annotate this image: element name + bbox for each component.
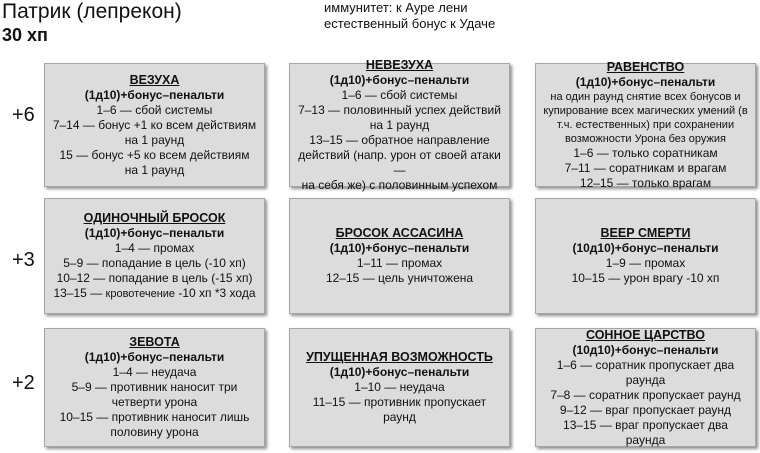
card-title: ВЕЕР СМЕРТИ — [600, 226, 691, 240]
card-line: 5–9 — противник наносит три четверти урона — [71, 380, 238, 409]
card-line: 12–15 — цель уничтожена — [325, 271, 474, 285]
card-line: 1–9 — промах — [605, 256, 686, 270]
bleeding-text: кровотечение — [105, 288, 176, 300]
card-yawn[interactable] — [44, 328, 265, 447]
row-label-plus6: +6 — [12, 104, 35, 126]
character-notes — [324, 0, 495, 32]
card-line: 13–15 — обратное направление — [309, 132, 490, 147]
card-single-throw[interactable] — [44, 198, 265, 314]
card-title: ВЕЗУХА — [129, 72, 180, 87]
card-title: РАВЕНСТВО — [606, 59, 685, 74]
card-line: 1–6 — только соратникам — [573, 145, 718, 160]
card-line: 1–4 — промах — [114, 241, 195, 255]
card-line-effect: -10 хп *3 хода — [175, 286, 256, 300]
card-formula: (1д10)+бонус–пенальти — [329, 365, 470, 379]
card-formula: (1д10)+бонус–пенальти — [329, 241, 470, 255]
card-formula: (1д10)+бонус–пенальти — [84, 226, 225, 240]
card-line: 1–11 — промах — [356, 256, 443, 270]
card-formula: (1д10)+бонус–пенальти — [575, 74, 716, 89]
card-line: 10–15 — противник наносит лишь половину урона — [59, 410, 250, 439]
card-line: 11–15 — противник пропускает раунд — [312, 395, 487, 424]
card-formula: (1д10)+бонус–пенальти — [329, 72, 470, 87]
card-line: 12–15 — только врагам — [579, 175, 712, 190]
card-sleep-kingdom[interactable] — [535, 328, 756, 447]
character-name: Патрик (лепрекон) — [2, 0, 182, 23]
card-title: УПУЩЕННАЯ ВОЗМОЖНОСТЬ — [306, 350, 493, 364]
card-assassin-throw[interactable] — [289, 198, 510, 314]
card-line: 10–12 — попадание в цель (-15 хп) — [56, 271, 253, 285]
card-line — [49, 286, 260, 301]
card-line-range: 13–15 — — [53, 286, 106, 300]
row-label-plus3: +3 — [12, 249, 35, 271]
card-line: 5–9 — попадание в цель (-10 хп) — [63, 256, 246, 270]
card-fan-of-death[interactable] — [535, 198, 756, 314]
card-line: 13–15 — враг пропускает два раунда — [563, 417, 728, 447]
character-hp: 30 хп — [2, 25, 48, 45]
card-formula: (1д10)+бонус–пенальти — [84, 87, 225, 102]
card-missed-opportunity[interactable] — [289, 328, 510, 447]
card-line: 1–10 — неудача — [354, 380, 445, 394]
card-formula: (10д10)+бонус–пенальти — [572, 342, 719, 357]
card-line: 7–13 — половинный успех действий на 1 раунд — [298, 102, 501, 132]
card-line: 7–14 — бонус +1 ко всем действиям на 1 раунд — [52, 117, 257, 147]
card-title: ЗЕВОТА — [129, 335, 180, 349]
card-formula: (1д10)+бонус–пенальти — [84, 350, 225, 364]
card-line: 1–4 — неудача — [112, 365, 197, 379]
card-line: 1–6 — сбой системы — [341, 87, 458, 102]
card-line: 7–11 — соратникам и врагам — [564, 160, 727, 175]
card-line: 1–6 — соратник пропускает два раунда — [556, 357, 735, 387]
card-line: действий (напр. урон от своей атаки — на себя же) с половинным успехом — [298, 147, 501, 192]
card-title: ОДИНОЧНЫЙ БРОСОК — [83, 211, 226, 225]
row-label-plus2: +2 — [12, 372, 35, 394]
card-title: СОННОЕ ЦАРСТВО — [585, 327, 705, 342]
card-title: БРОСОК АССАСИНА — [335, 226, 464, 240]
card-title: НЕВЕЗУХА — [365, 57, 434, 72]
card-line: 1–6 — сбой системы — [96, 102, 213, 117]
card-line: 15 — бонус +5 ко всем действиям на 1 раунд — [59, 147, 250, 177]
card-equality[interactable] — [535, 59, 756, 190]
card-line: 7–8 — соратник пропускает раунд — [550, 387, 741, 402]
card-luck[interactable] — [44, 63, 265, 187]
card-formula: (10д10)+бонус–пенальти — [572, 241, 719, 255]
card-unluck[interactable] — [289, 57, 510, 192]
card-line: 10–15 — урон врагу -10 хп — [571, 271, 720, 285]
card-description: на один раунд снятие всех бонусов и купирование всех магических умений (в т.ч. естественных) при сохранении возможности Урона без оружия — [543, 90, 748, 145]
natural-bonus-note: естественный бонус к Удаче — [324, 16, 496, 31]
card-line: 9–12 — враг пропускает раунд — [559, 402, 732, 417]
immunity-note: иммунитет: к Ауре лени — [324, 0, 468, 15]
